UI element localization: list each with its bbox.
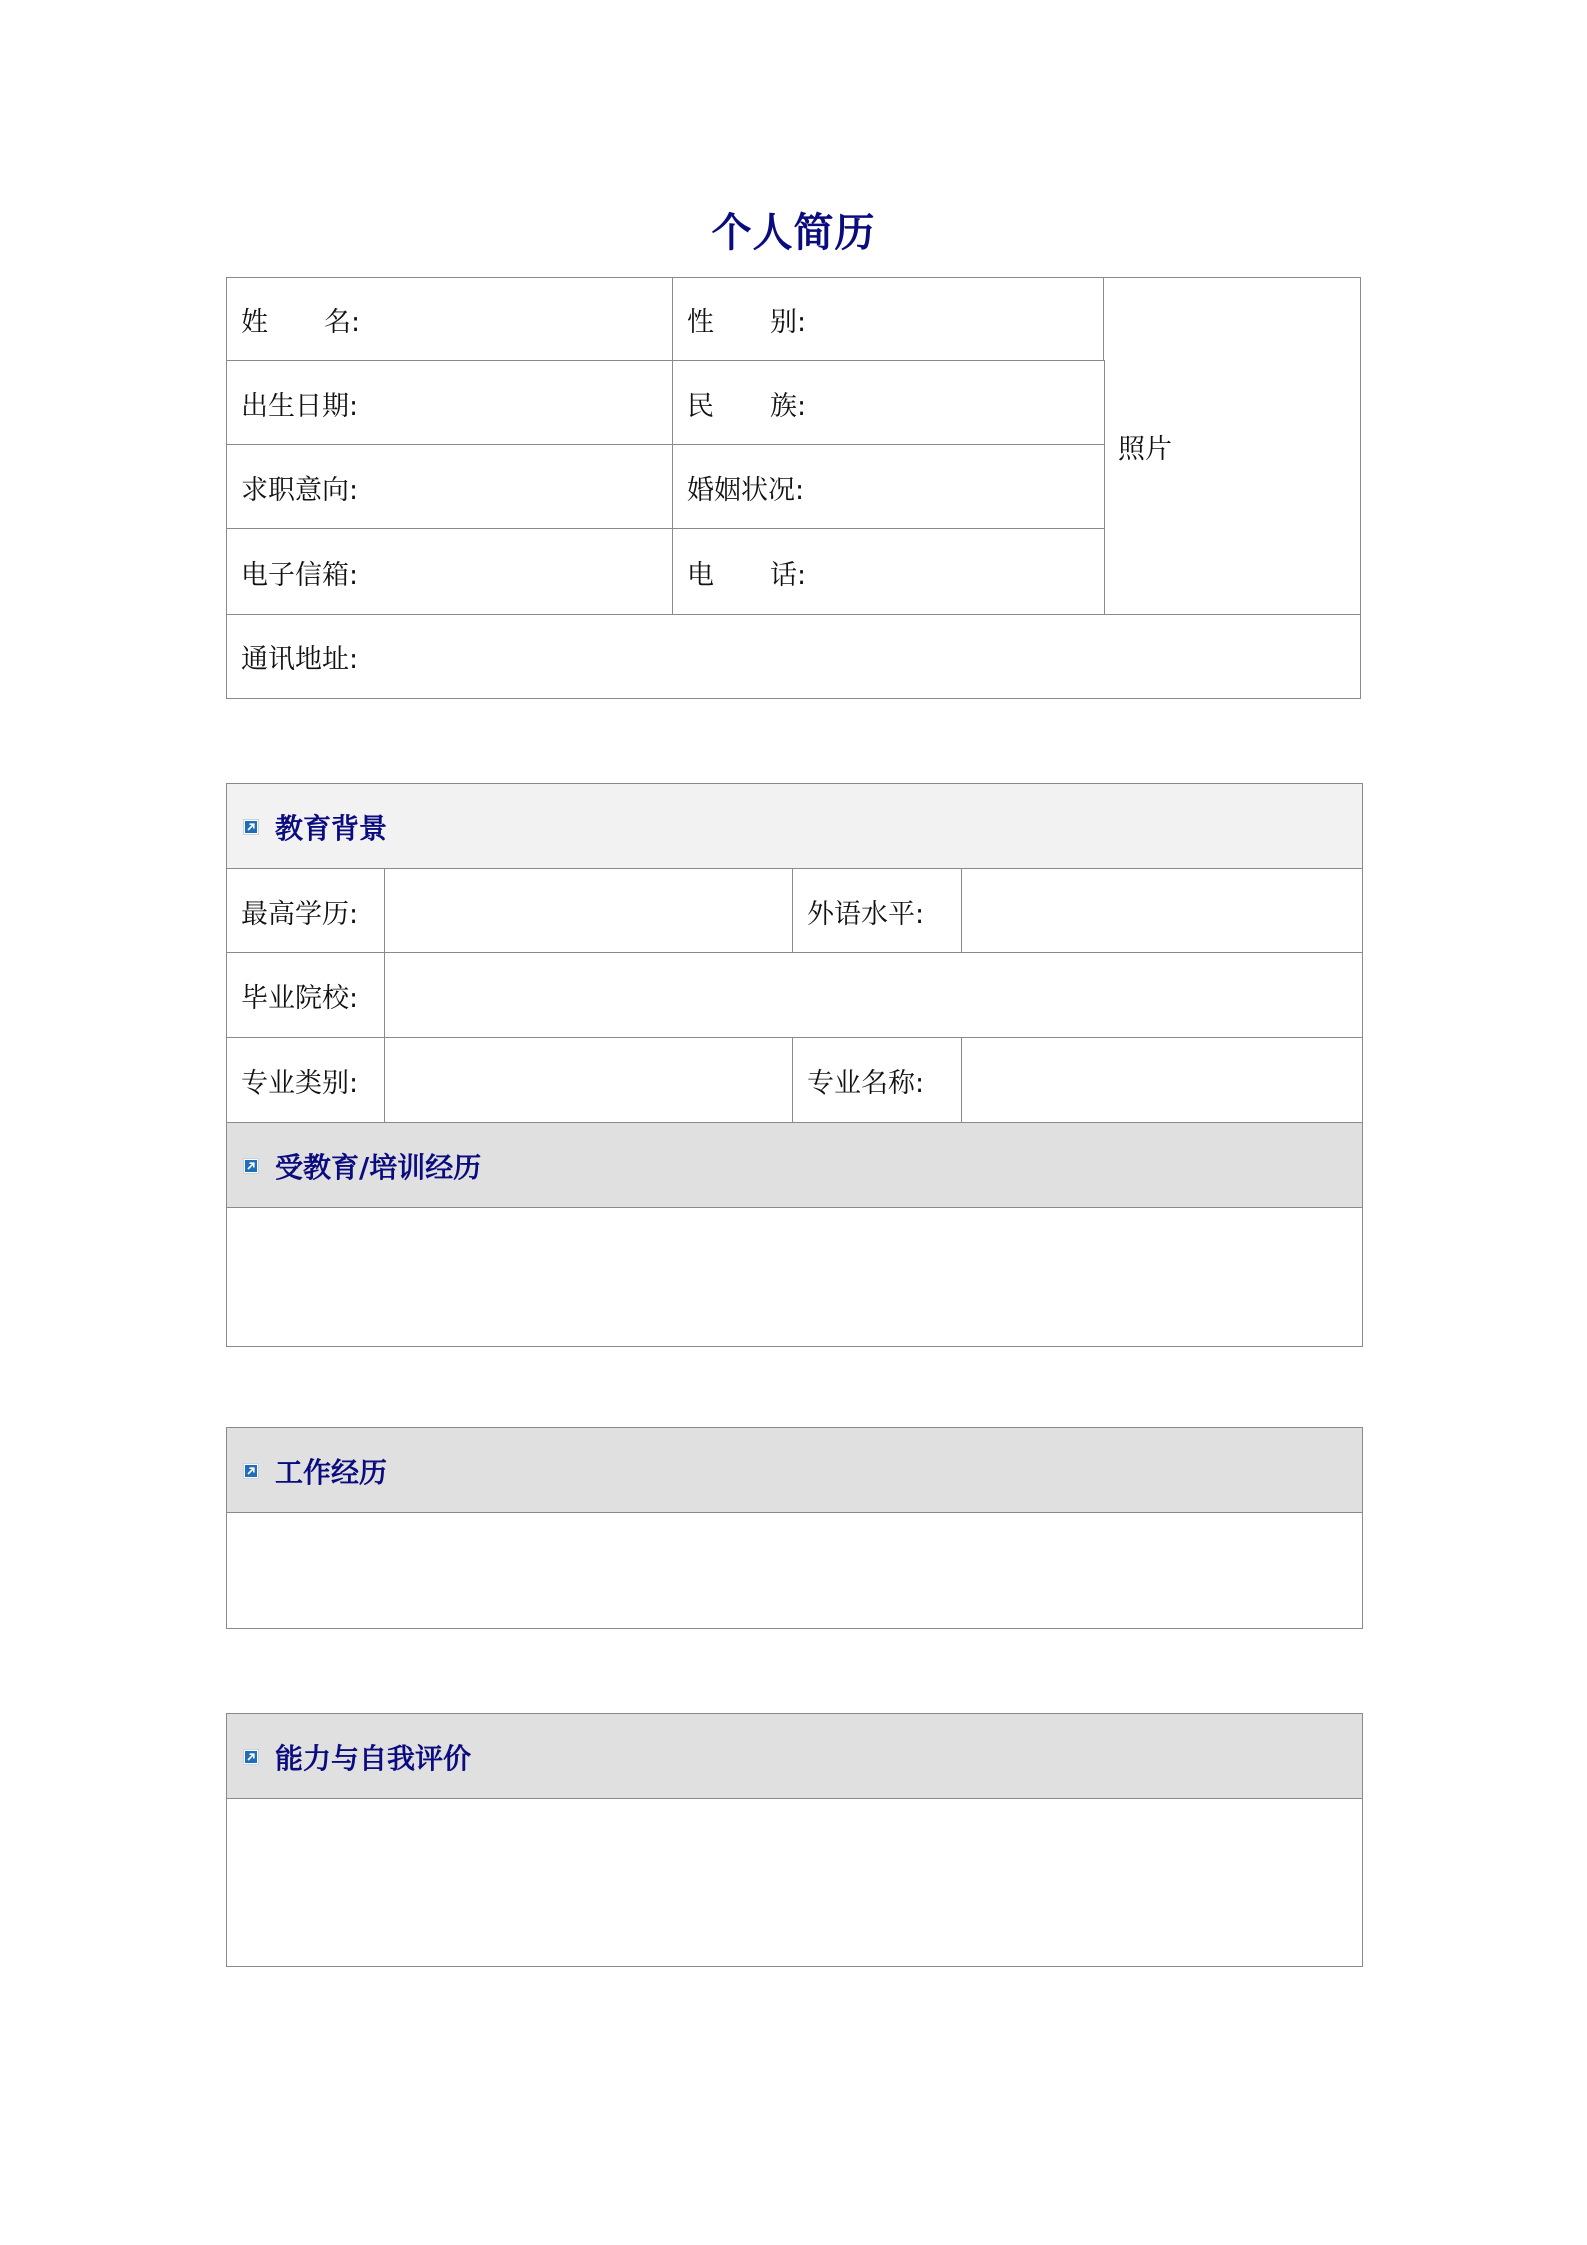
- major-category-label: 专业类别:: [241, 1068, 359, 1099]
- major-name-label-cell: [792, 1037, 963, 1124]
- foreign-language-label: 外语水平:: [807, 898, 925, 930]
- gender-label: [687, 300, 806, 339]
- foreign-language-label-cell: [792, 868, 963, 954]
- name-label-part2: 名:: [324, 307, 361, 338]
- phone-field[interactable]: [672, 528, 1105, 616]
- photo-label: 照片: [1118, 434, 1172, 465]
- school-input[interactable]: [384, 952, 1363, 1039]
- name-label: [241, 300, 360, 339]
- arrow-northeast-icon: [243, 1463, 259, 1479]
- education-section-header: [226, 783, 1363, 870]
- email-field[interactable]: [226, 528, 674, 616]
- phone-label: [687, 553, 806, 592]
- work-section-header: [226, 1427, 1363, 1514]
- phone-label-part1: 电: [687, 559, 714, 591]
- arrow-northeast-icon: [243, 1158, 259, 1174]
- address-label: 通讯地址:: [241, 644, 359, 675]
- work-content-area[interactable]: [226, 1512, 1363, 1629]
- training-content-area[interactable]: [226, 1207, 1363, 1347]
- marital-status-label: 婚姻状况:: [687, 474, 805, 506]
- self-eval-content-area[interactable]: [226, 1798, 1363, 1967]
- training-section-header: [226, 1122, 1363, 1209]
- birth-date-label: 出生日期:: [241, 390, 359, 422]
- job-intent-label: 求职意向:: [241, 474, 359, 506]
- ethnicity-label-part1: 民: [687, 390, 714, 422]
- marital-status-field[interactable]: [672, 444, 1105, 530]
- name-field[interactable]: [226, 277, 674, 362]
- major-name-input[interactable]: [961, 1037, 1363, 1124]
- email-label: 电子信箱:: [241, 559, 359, 591]
- ethnicity-field[interactable]: [672, 360, 1105, 446]
- highest-degree-label-cell: [226, 868, 386, 954]
- arrow-northeast-icon: [243, 1749, 259, 1765]
- page-title: 个人简历: [711, 210, 876, 256]
- ethnicity-label: [687, 384, 806, 423]
- work-heading: 工作经历: [275, 1455, 388, 1489]
- school-label: 毕业院校:: [241, 983, 359, 1014]
- highest-degree-label: 最高学历:: [241, 898, 359, 930]
- major-category-input[interactable]: [384, 1037, 794, 1124]
- job-intent-field[interactable]: [226, 444, 674, 530]
- birth-date-field[interactable]: [226, 360, 674, 446]
- arrow-northeast-icon: [243, 819, 259, 835]
- self-eval-heading: 能力与自我评价: [275, 1741, 472, 1775]
- self-eval-section-header: [226, 1713, 1363, 1800]
- ethnicity-label-part2: 族:: [770, 390, 807, 422]
- photo-field[interactable]: [1103, 277, 1361, 616]
- name-label-part1: 姓: [241, 307, 268, 338]
- major-name-label: 专业名称:: [807, 1068, 925, 1099]
- education-heading: 教育背景: [275, 811, 388, 845]
- school-label-cell: [226, 952, 386, 1039]
- major-category-label-cell: [226, 1037, 386, 1124]
- gender-field[interactable]: [672, 277, 1105, 362]
- foreign-language-input[interactable]: [961, 868, 1363, 954]
- gender-label-part2: 别:: [770, 307, 807, 338]
- highest-degree-input[interactable]: [384, 868, 794, 954]
- phone-label-part2: 话:: [770, 559, 807, 591]
- training-heading: 受教育/培训经历: [275, 1150, 482, 1184]
- address-field[interactable]: [226, 614, 1361, 699]
- gender-label-part1: 性: [687, 307, 714, 338]
